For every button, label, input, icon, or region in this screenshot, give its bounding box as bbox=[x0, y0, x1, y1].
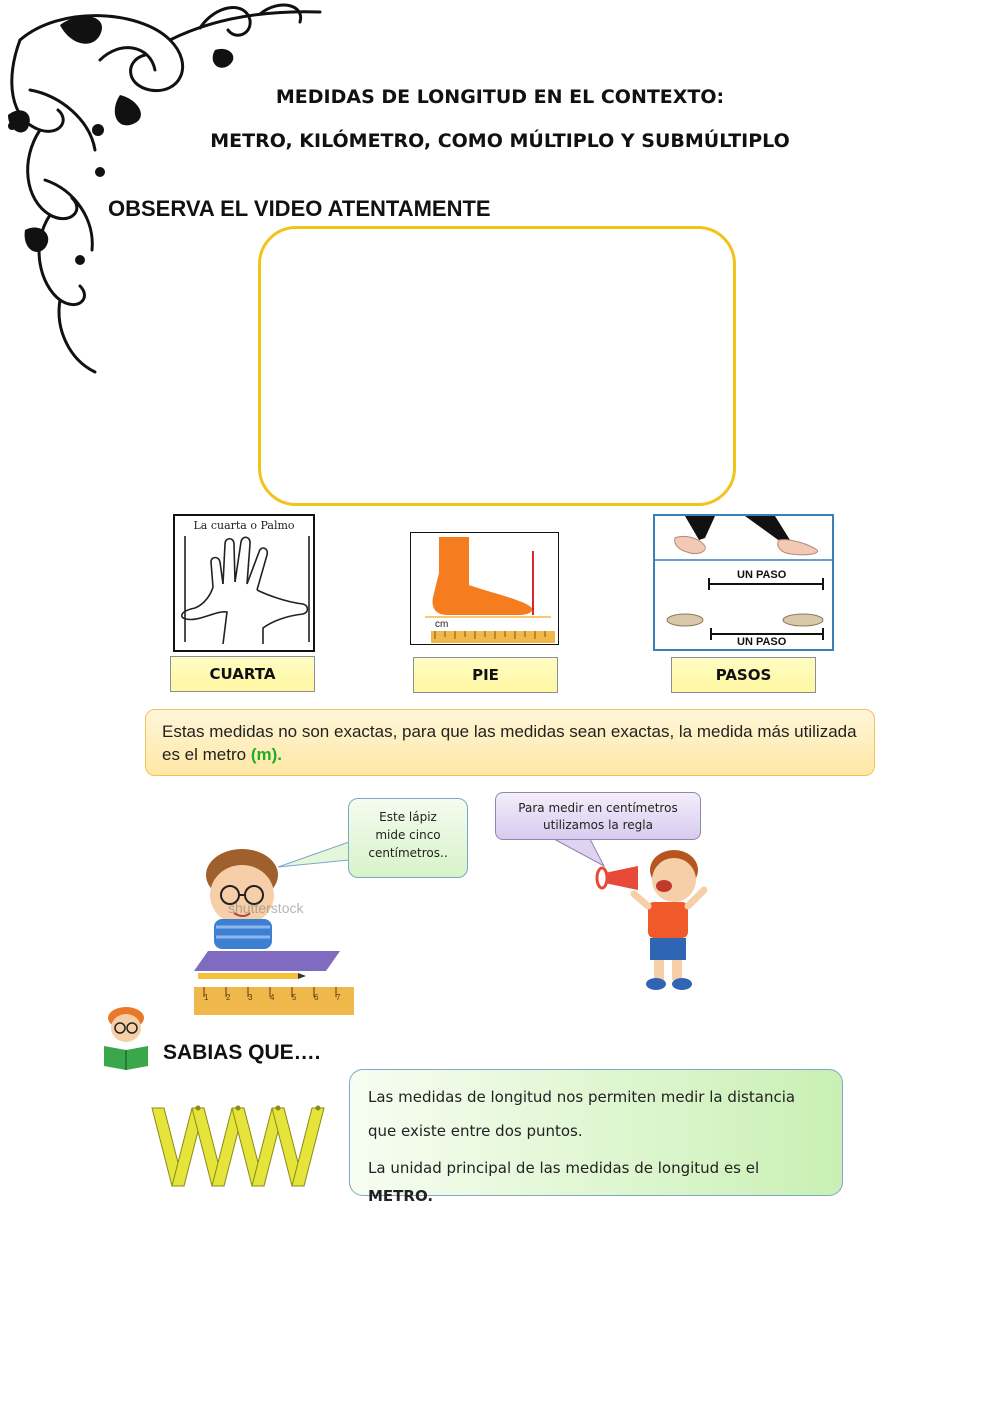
foot-caption: cm bbox=[435, 619, 449, 630]
info-line-1: Las medidas de longitud nos permiten medir la distancia que existe entre dos puntos. bbox=[368, 1088, 796, 1140]
ruler-number: 5 bbox=[292, 993, 297, 1002]
ruler-numbers bbox=[194, 993, 362, 1005]
info-line-2-text: La unidad principal de las medidas de longitud es el bbox=[368, 1159, 760, 1177]
boy-megaphone-illustration bbox=[594, 848, 714, 993]
ruler-number: 6 bbox=[314, 993, 319, 1002]
watermark: shutterstock bbox=[228, 900, 304, 916]
steps-image bbox=[653, 514, 834, 651]
video-heading: OBSERVA EL VIDEO ATENTAMENTE bbox=[108, 196, 491, 221]
boy-measuring-illustration bbox=[190, 845, 360, 1017]
video-frame[interactable] bbox=[258, 226, 736, 506]
ruler-number: 1 bbox=[204, 993, 209, 1002]
ruler-number: 4 bbox=[270, 993, 275, 1002]
foot-image bbox=[410, 532, 559, 645]
speech-bubble-ruler: Para medir en centímetros utilizamos la regla bbox=[495, 792, 701, 840]
label-cuarta: CUARTA bbox=[170, 656, 315, 692]
steps-caption-top: UN PASO bbox=[737, 569, 787, 581]
hand-caption: La cuarta o Palmo bbox=[193, 519, 295, 532]
info-box bbox=[349, 1069, 843, 1205]
hand-image bbox=[173, 514, 315, 652]
foot-icon bbox=[411, 533, 558, 644]
hand-icon bbox=[175, 532, 313, 644]
page-title: MEDIDAS DE LONGITUD EN EL CONTEXTO: bbox=[275, 86, 725, 108]
sabias-heading: SABIAS QUE…. bbox=[163, 1041, 321, 1064]
label-pie: PIE bbox=[413, 657, 558, 693]
label-pasos: PASOS bbox=[671, 657, 816, 693]
folding-ruler-icon bbox=[148, 1100, 330, 1194]
steps-caption-bottom: UN PASO bbox=[737, 636, 787, 648]
note-box bbox=[145, 709, 875, 776]
boy-reading-icon bbox=[100, 1006, 152, 1072]
ruler-number: 2 bbox=[226, 993, 231, 1002]
speech-bubble-pencil: Este lápiz mide cinco centímetros.. bbox=[348, 798, 468, 878]
info-line-2 bbox=[368, 1154, 824, 1210]
footsteps-icon bbox=[655, 516, 832, 649]
ruler-number: 3 bbox=[248, 993, 253, 1002]
note-highlight: (m). bbox=[250, 745, 282, 764]
note-text: Estas medidas no son exactas, para que las medidas sean exactas, la medida más utilizada es el metro bbox=[162, 722, 857, 764]
info-line-2-bold: METRO. bbox=[368, 1187, 434, 1205]
page-subtitle: METRO, KILÓMETRO, COMO MÚLTIPLO Y SUBMÚLTIPLO bbox=[210, 130, 790, 152]
ruler-number: 7 bbox=[336, 993, 341, 1002]
